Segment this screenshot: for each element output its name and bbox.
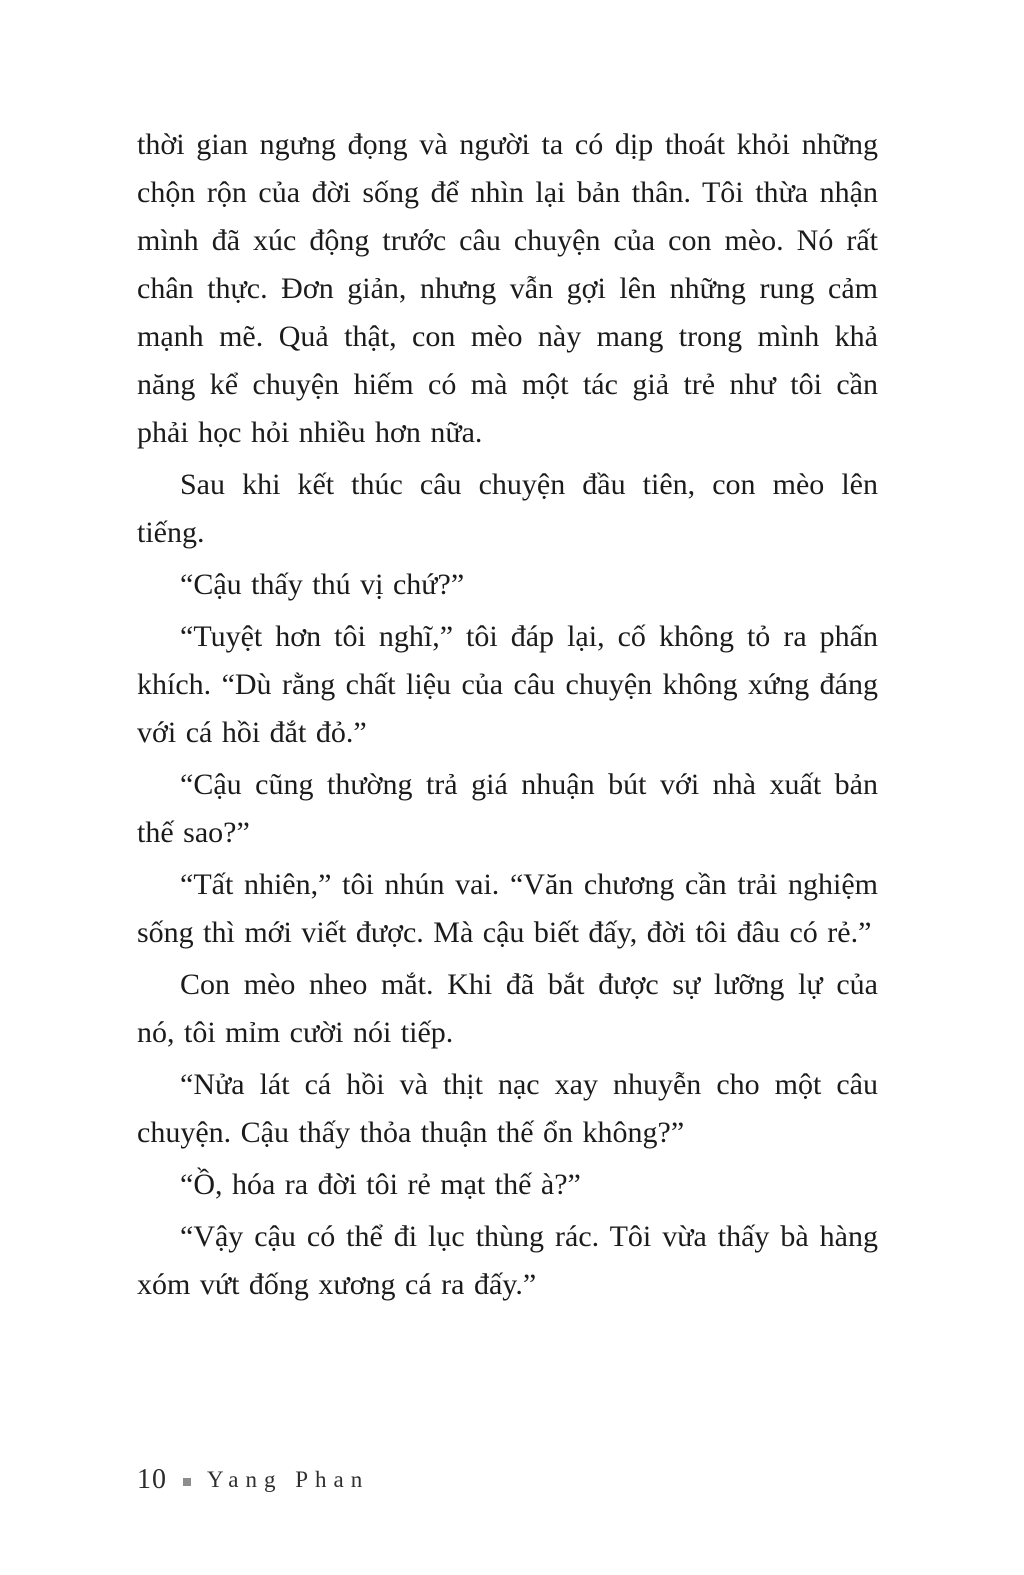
author-name: Yang Phan — [207, 1467, 370, 1492]
paragraph: thời gian ngưng đọng và người ta có dịp thoát khỏi những chộn rộn của đời sống để nhìn lại bản thân. Tôi thừa nhận mình đã xúc động trước câu chuyện của con mèo. Nó rất chân thực. Đơn giản, nhưng vẫn gợi lên những rung cảm mạnh mẽ. Quả thật, con mèo này mang trong mình khả năng kể chuyện hiếm có mà một tác giả trẻ như tôi cần phải học hỏi nhiều hơn nữa. — [137, 128, 878, 449]
page-text — [137, 121, 878, 1313]
page-number: 10 — [137, 1464, 167, 1495]
paragraph: “Tuyệt hơn tôi nghĩ,” tôi đáp lại, cố không tỏ ra phấn khích. “Dù rằng chất liệu của câu chuyện không xứng đáng với cá hồi đắt đỏ.” — [137, 620, 878, 749]
paragraph: “Vậy cậu có thể đi lục thùng rác. Tôi vừa thấy bà hàng xóm vứt đống xương cá ra đấy.” — [137, 1220, 878, 1301]
paragraph: “Nửa lát cá hồi và thịt nạc xay nhuyễn cho một câu chuyện. Cậu thấy thỏa thuận thế ổn không?” — [137, 1068, 878, 1149]
paragraph: Con mèo nheo mắt. Khi đã bắt được sự lưỡng lự của nó, tôi mỉm cười nói tiếp. — [137, 968, 878, 1049]
page-footer — [137, 1460, 369, 1500]
paragraph: “Ồ, hóa ra đời tôi rẻ mạt thế à?” — [180, 1168, 581, 1201]
square-bullet-icon — [183, 1478, 191, 1486]
paragraph: Sau khi kết thúc câu chuyện đầu tiên, con mèo lên tiếng. — [137, 468, 878, 549]
paragraph: “Cậu thấy thú vị chứ?” — [180, 568, 465, 601]
paragraph: “Tất nhiên,” tôi nhún vai. “Văn chương cần trải nghiệm sống thì mới viết được. Mà cậu biết đấy, đời tôi đâu có rẻ.” — [137, 868, 878, 949]
paragraph: “Cậu cũng thường trả giá nhuận bút với nhà xuất bản thế sao?” — [137, 768, 878, 849]
